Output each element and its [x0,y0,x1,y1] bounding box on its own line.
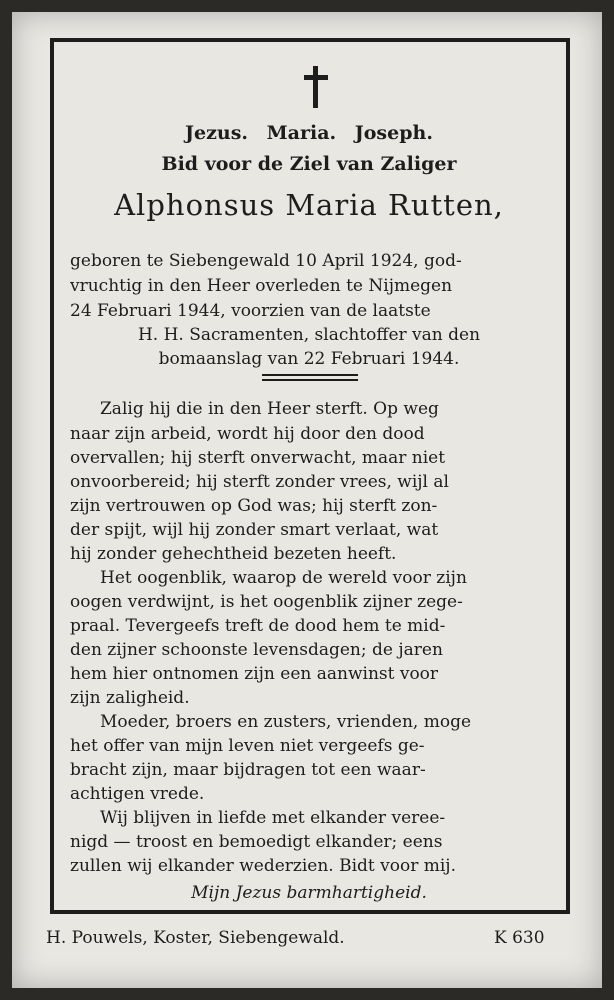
body-line: Het oogenblik, waarop de wereld voor zijn [100,568,467,588]
body-line: achtigen vrede. [70,784,205,804]
body-line: hij zonder gehechtheid bezeten heeft. [70,544,397,564]
body-line: het offer van mijn leven niet vergeefs ge- [70,736,425,756]
body-line: bracht zijn, maar bijdragen tot een waar- [70,760,426,780]
prayer-request-line: Bid voor de Ziel van Zaliger [161,153,457,175]
closing-prayer: Mijn Jezus barmhartigheid. [191,883,427,903]
body-line: Moeder, broers en zusters, vrienden, moge [100,712,472,732]
cross-icon [301,66,331,108]
card-code: K 630 [494,928,545,948]
body-line: naar zijn arbeid, wordt hij door den dood [70,424,425,444]
deceased-name: Alphonsus Maria Rutten, [114,188,504,222]
divider-bottom [262,379,358,381]
intro-line-2: vruchtig in den Heer overleden te Nijmegen [70,276,453,296]
invocation-line: Jezus. Maria. Joseph. [185,122,433,144]
intro-line-5: bomaanslag van 22 Februari 1944. [158,349,460,369]
body-line: Wij blijven in liefde met elkander veree- [100,808,446,828]
body-line: hem hier ontnomen zijn een aanwinst voor [70,664,439,684]
body-line: Zalig hij die in den Heer sterft. Op weg [100,399,439,419]
body-line: zijn zaligheid. [70,688,190,708]
body-line: der spijt, wijl hij zonder smart verlaat, wat [70,520,439,540]
body-line: oogen verdwijnt, is het oogenblik zijner zege- [70,592,463,612]
body-line: den zijner schoonste levensdagen; de jaren [70,640,443,660]
body-line: praal. Tevergeefs treft de dood hem te mid- [70,616,446,636]
divider-top [262,374,358,376]
body-line: nigd — troost en bemoedigt elkander; eens [70,832,443,852]
body-line: zijn vertrouwen op God was; hij sterft zon- [70,496,438,516]
body-line: onvoorbereid; hij sterft zonder vrees, wijl al [70,472,449,492]
intro-line-3: 24 Februari 1944, voorzien van de laatste [70,301,431,321]
body-line: overvallen; hij sterft onverwacht, maar niet [70,448,446,468]
printer-credit: H. Pouwels, Koster, Siebengewald. [46,928,345,948]
body-line: zullen wij elkander wederzien. Bidt voor mij. [70,856,456,876]
intro-line-1: geboren te Siebengewald 10 April 1924, god- [70,251,462,271]
intro-line-4: H. H. Sacramenten, slachtoffer van den [137,325,481,345]
